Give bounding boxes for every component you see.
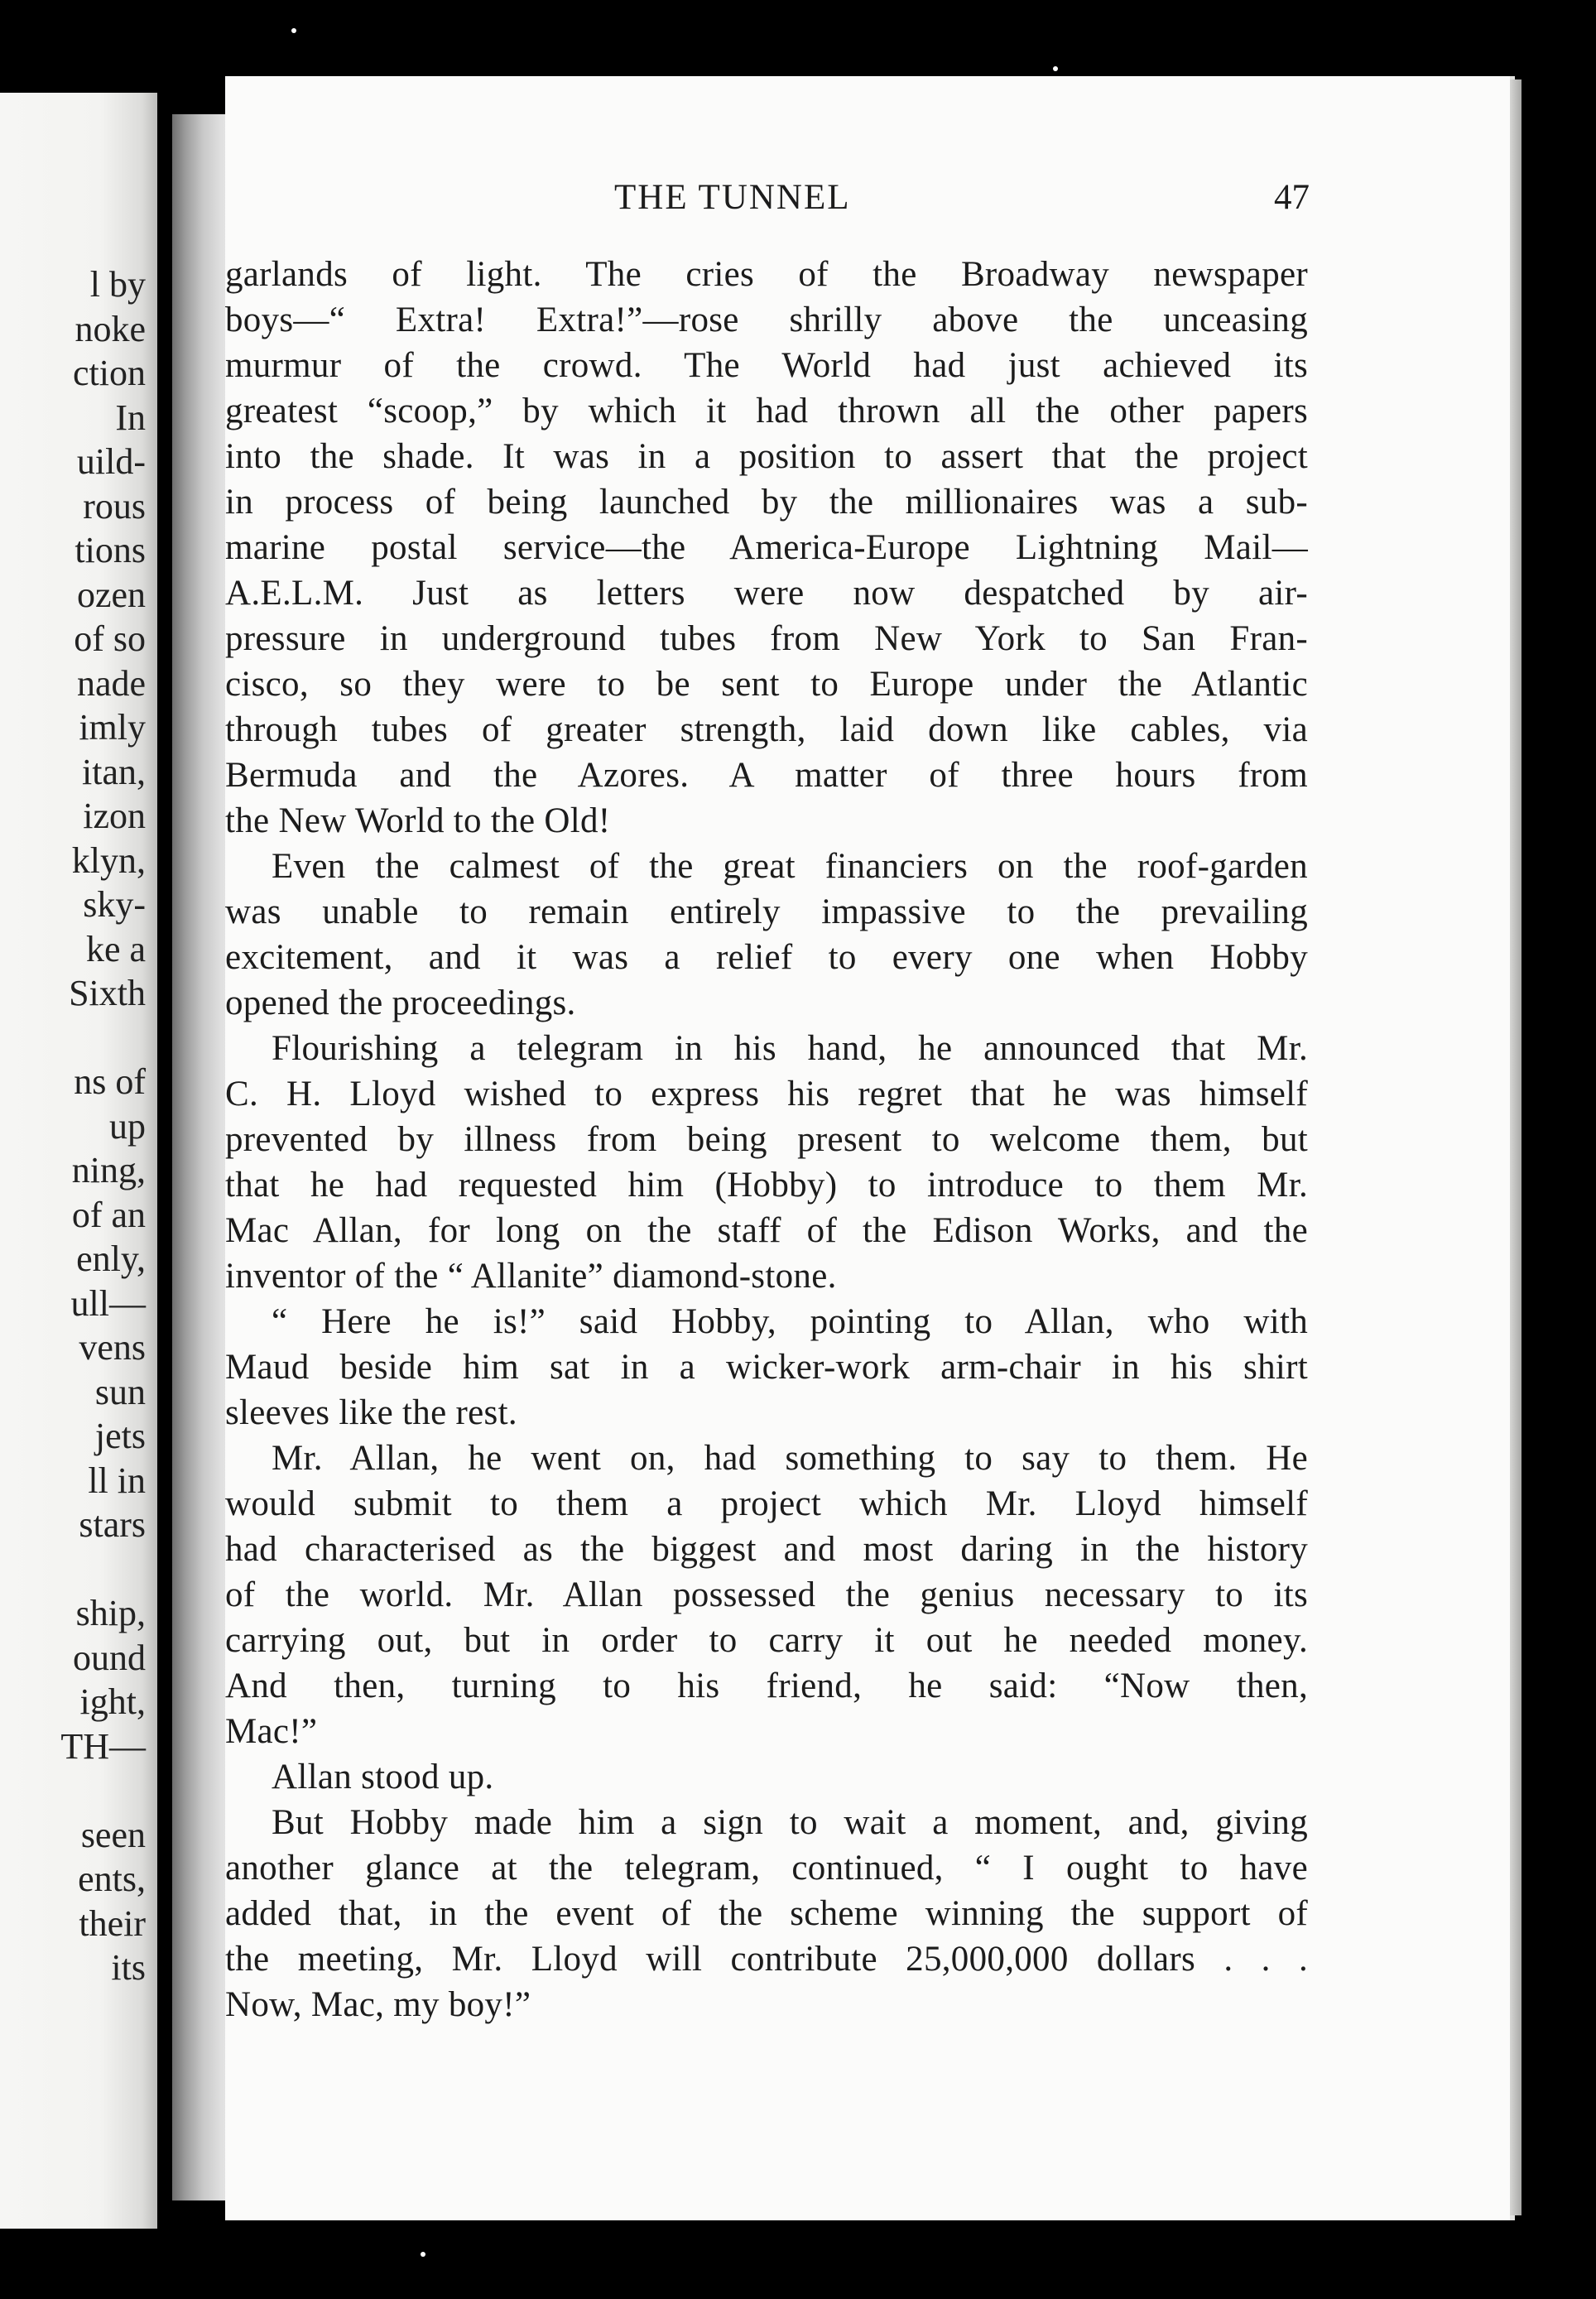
text-line: into the shade. It was in a position to assert that the project (225, 437, 1308, 476)
text-line: garlands of light. The cries of the Broadway newspaper (225, 255, 1308, 294)
left-page-line: vens (79, 1327, 146, 1368)
left-page-line: tions (75, 530, 146, 570)
left-page-line: up (109, 1105, 146, 1147)
left-page-line: sky- (83, 884, 146, 925)
text-line: C. H. Lloyd wished to express his regret that he was himself (225, 1075, 1308, 1113)
left-page-line: TH— (60, 1725, 146, 1767)
dust-speck (1053, 66, 1058, 71)
left-page-line: sun (94, 1371, 146, 1412)
text-line: But Hobby made him a sign to wait a moment, and, giving (272, 1803, 1308, 1842)
left-page-line: ship, (75, 1593, 146, 1633)
text-line: through tubes of greater strength, laid down like cables, via (225, 710, 1308, 749)
left-page-line: of an (71, 1194, 146, 1235)
left-page-line: seen (80, 1814, 146, 1855)
text-line: cisco, so they were to be sent to Europe under the Atlantic (225, 665, 1308, 704)
text-line: A.E.L.M. Just as letters were now despatched by air- (225, 574, 1308, 613)
text-line: And then, turning to his friend, he said: “Now then, (225, 1667, 1308, 1705)
left-page-line: stars (79, 1504, 146, 1545)
left-page-line: ke a (85, 928, 146, 969)
text-line: would submit to them a project which Mr. Lloyd himself (225, 1484, 1308, 1523)
text-line: Bermuda and the Azores. A matter of three hours from (225, 756, 1308, 795)
left-page-line: uild- (76, 441, 146, 482)
text-line: Mac Allan, for long on the staff of the Edison Works, and the (225, 1211, 1308, 1250)
page-edge (1510, 79, 1521, 2215)
text-line: added that, in the event of the scheme winning the support of (225, 1894, 1308, 1933)
text-line: Even the calmest of the great financiers on the roof-garden (272, 847, 1308, 886)
text-line: sleeves like the rest. (225, 1393, 517, 1432)
left-page-line: izon (83, 796, 146, 836)
text-line: another glance at the telegram, continued, “ I ought to have (225, 1849, 1308, 1888)
text-line: prevented by illness from being present to welcome them, but (225, 1120, 1308, 1159)
left-page-line: In (115, 397, 146, 438)
left-page-line: imly (79, 707, 146, 748)
left-page-line: Sixth (69, 973, 146, 1013)
text-line: had characterised as the biggest and most daring in the history (225, 1530, 1308, 1569)
left-page-line: ns of (74, 1061, 146, 1102)
text-line: Maud beside him sat in a wicker-work arm-chair in his shirt (225, 1348, 1308, 1387)
left-page-line: its (111, 1947, 146, 1988)
running-title: THE TUNNEL (614, 178, 851, 217)
text-line: greatest “scoop,” by which it had thrown all the other papers (225, 392, 1308, 430)
page-header (225, 177, 1310, 227)
text-line: was unable to remain entirely impassive to the prevailing (225, 892, 1308, 931)
left-page-line: itan, (82, 751, 146, 792)
body-text (225, 252, 1308, 2027)
left-page-line: ning, (71, 1150, 146, 1190)
left-page-line: noke (75, 308, 146, 349)
left-page-line: ull— (70, 1282, 146, 1324)
text-line: Flourishing a telegram in his hand, he announced that Mr. (272, 1029, 1308, 1068)
text-line: “ Here he is!” said Hobby, pointing to Allan, who with (272, 1302, 1308, 1341)
left-page-line: ction (73, 353, 146, 393)
text-line: Mr. Allan, he went on, had something to say to them. He (272, 1439, 1308, 1478)
left-page-line: nade (76, 662, 146, 704)
dust-speck (291, 28, 296, 33)
left-page-line: ight, (79, 1681, 146, 1722)
left-page-line: klyn, (71, 839, 146, 881)
left-page-line: ents, (78, 1859, 146, 1899)
text-line: inventor of the “ Allanite” diamond-stone. (225, 1257, 837, 1296)
left-page-line: enly, (76, 1238, 146, 1279)
left-page-line: ll in (88, 1460, 146, 1501)
text-line: Mac!” (225, 1712, 318, 1751)
text-line: the New World to the Old! (225, 801, 611, 840)
page-number: 47 (1274, 178, 1310, 217)
text-line: pressure in underground tubes from New York to San Fran- (225, 619, 1308, 658)
right-page (225, 76, 1510, 2220)
left-page-line: ozen (76, 574, 146, 615)
text-line: the meeting, Mr. Lloyd will contribute 25,000,000 dollars . . . (225, 1940, 1308, 1979)
left-page-line: l by (89, 264, 146, 305)
left-page-line: of so (74, 618, 146, 659)
text-line: Allan stood up. (272, 1758, 494, 1796)
text-line: marine postal service—the America-Europe Lightning Mail— (225, 528, 1308, 567)
text-line: that he had requested him (Hobby) to introduce to them Mr. (225, 1166, 1308, 1205)
left-page-line: their (79, 1902, 146, 1944)
left-page-line: rous (83, 485, 146, 527)
left-page (0, 93, 157, 2229)
text-line: in process of being launched by the millionaires was a sub- (225, 483, 1308, 522)
text-line: opened the proceedings. (225, 984, 576, 1022)
text-line: murmur of the crowd. The World had just achieved its (225, 346, 1308, 385)
text-line: excitement, and it was a relief to every one when Hobby (225, 938, 1308, 977)
text-line: Now, Mac, my boy!” (225, 1985, 531, 2024)
text-line: of the world. Mr. Allan possessed the genius necessary to its (225, 1575, 1308, 1614)
text-line: carrying out, but in order to carry it out he needed money. (225, 1621, 1308, 1660)
left-page-line: ound (73, 1637, 146, 1678)
left-page-line: jets (94, 1416, 146, 1456)
dust-speck (421, 2252, 425, 2257)
text-line: boys—“ Extra! Extra!”—rose shrilly above the unceasing (225, 301, 1308, 339)
